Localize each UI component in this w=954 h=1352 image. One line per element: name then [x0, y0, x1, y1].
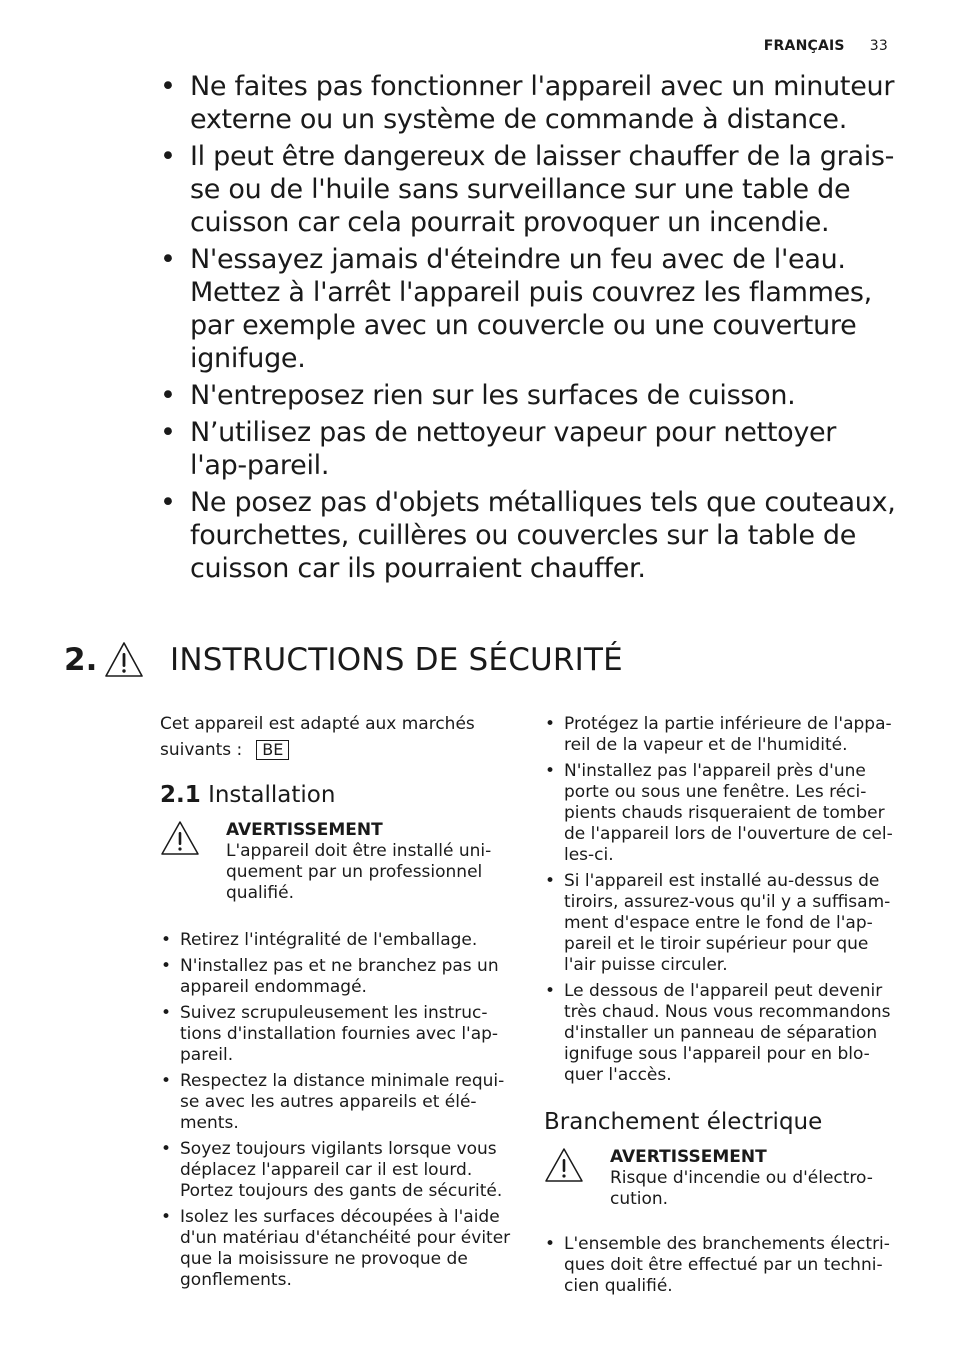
list-item: • Isolez les surfaces découpées à l'aide d'un matériau d'étanchéité pour éviter que la moisissure ne provoque de gonflements.: [160, 1207, 515, 1291]
list-item: • Il peut être dangereux de laisser chauffer de la grais-se ou de l'huile sans surveillance sur une table de cuisson car cela pourrait provoquer un incendie.: [160, 140, 900, 239]
list-item: • N'installez pas et ne branchez pas un appareil endommagé.: [160, 956, 515, 998]
language-label: FRANÇAIS: [763, 38, 845, 54]
right-column: [544, 714, 900, 1302]
section-heading: [64, 640, 623, 680]
markets-intro: [160, 714, 515, 761]
installation-bullet-list: [160, 930, 515, 1291]
safety-bullet-list: [160, 70, 900, 589]
list-item: • Si l'appareil est installé au-dessus de tiroirs, assurez-vous qu'il y a suffisam-ment d'espace entre le fond de l'ap-pareil et le tiroir supérieur pour que l'air puisse circuler.: [544, 871, 900, 976]
intro-line: suivants :: [160, 740, 243, 760]
warning-text: L'appareil doit être installé uni-quement par un professionnel qualifié.: [226, 841, 492, 903]
page-header: [764, 38, 888, 54]
left-column: [160, 714, 515, 1296]
warning-box: [160, 820, 515, 904]
list-item: • N'installez pas l'appareil près d'une porte ou sous une fenêtre. Les réci-pients chauds risqueraient de tomber de l'appareil lors de l'ouverture de cel-les-ci.: [544, 761, 900, 866]
subsection-heading-installation: [160, 782, 515, 808]
intro-line: Cet appareil est adapté aux marchés: [160, 714, 475, 734]
list-item: • L'ensemble des branchements électri-ques doit être effectué par un techni-cien qualifié.: [544, 1234, 900, 1297]
electrical-bullet-list: [544, 1234, 900, 1297]
list-item: • Respectez la distance minimale requi-se avec les autres appareils et élé-ments.: [160, 1071, 515, 1134]
intro-line-2: [160, 740, 515, 761]
warning-title: AVERTISSEMENT: [610, 1147, 767, 1167]
warning-text: Risque d'incendie ou d'électro-cution.: [610, 1168, 873, 1209]
list-item: • Ne posez pas d'objets métalliques tels que couteaux, fourchettes, cuillères ou couvercles sur la table de cuisson car ils pourraient chauffer.: [160, 486, 900, 585]
list-item: • Protégez la partie inférieure de l'appa-reil de la vapeur et de l'humidité.: [544, 714, 900, 756]
subsection-number: 2.1: [160, 782, 201, 808]
section-number: 2.: [64, 642, 98, 678]
warning-triangle-icon: [104, 640, 144, 680]
page-number: 33: [869, 38, 888, 54]
installation-bullet-list-continued: [544, 714, 900, 1086]
list-item: • Soyez toujours vigilants lorsque vous déplacez l'appareil car il est lourd. Portez toujours des gants de sécurité.: [160, 1139, 515, 1202]
list-item: • N'essayez jamais d'éteindre un feu avec de l'eau. Mettez à l'arrêt l'appareil puis couvrez les flammes, par exemple avec un couvercle ou une couverture ignifuge.: [160, 243, 900, 375]
warning-triangle-icon: [160, 820, 200, 856]
market-code-badge: BE: [256, 740, 289, 760]
list-item: • Retirez l'intégralité de l'emballage.: [160, 930, 515, 951]
list-item: • N'entreposez rien sur les surfaces de cuisson.: [160, 379, 900, 412]
warning-title: AVERTISSEMENT: [226, 820, 383, 840]
subsection-heading-electrical: Branchement électrique: [544, 1109, 823, 1135]
list-item: • Le dessous de l'appareil peut devenir très chaud. Nous vous recommandons d'installer un panneau de séparation ignifuge sous l'appareil pour en blo-quer l'accès.: [544, 981, 900, 1086]
warning-box: [544, 1147, 900, 1210]
warning-triangle-icon: [544, 1147, 584, 1183]
list-item: • Suivez scrupuleusement les instruc-tions d'installation fournies avec l'ap-pareil.: [160, 1003, 515, 1066]
list-item: • N’utilisez pas de nettoyeur vapeur pour nettoyer l'ap-pareil.: [160, 416, 900, 482]
section-title: INSTRUCTIONS DE SÉCURITÉ: [170, 642, 623, 678]
list-item: • Ne faites pas fonctionner l'appareil avec un minuteur externe ou un système de commande à distance.: [160, 70, 900, 136]
subsection-title: Installation: [208, 782, 336, 808]
